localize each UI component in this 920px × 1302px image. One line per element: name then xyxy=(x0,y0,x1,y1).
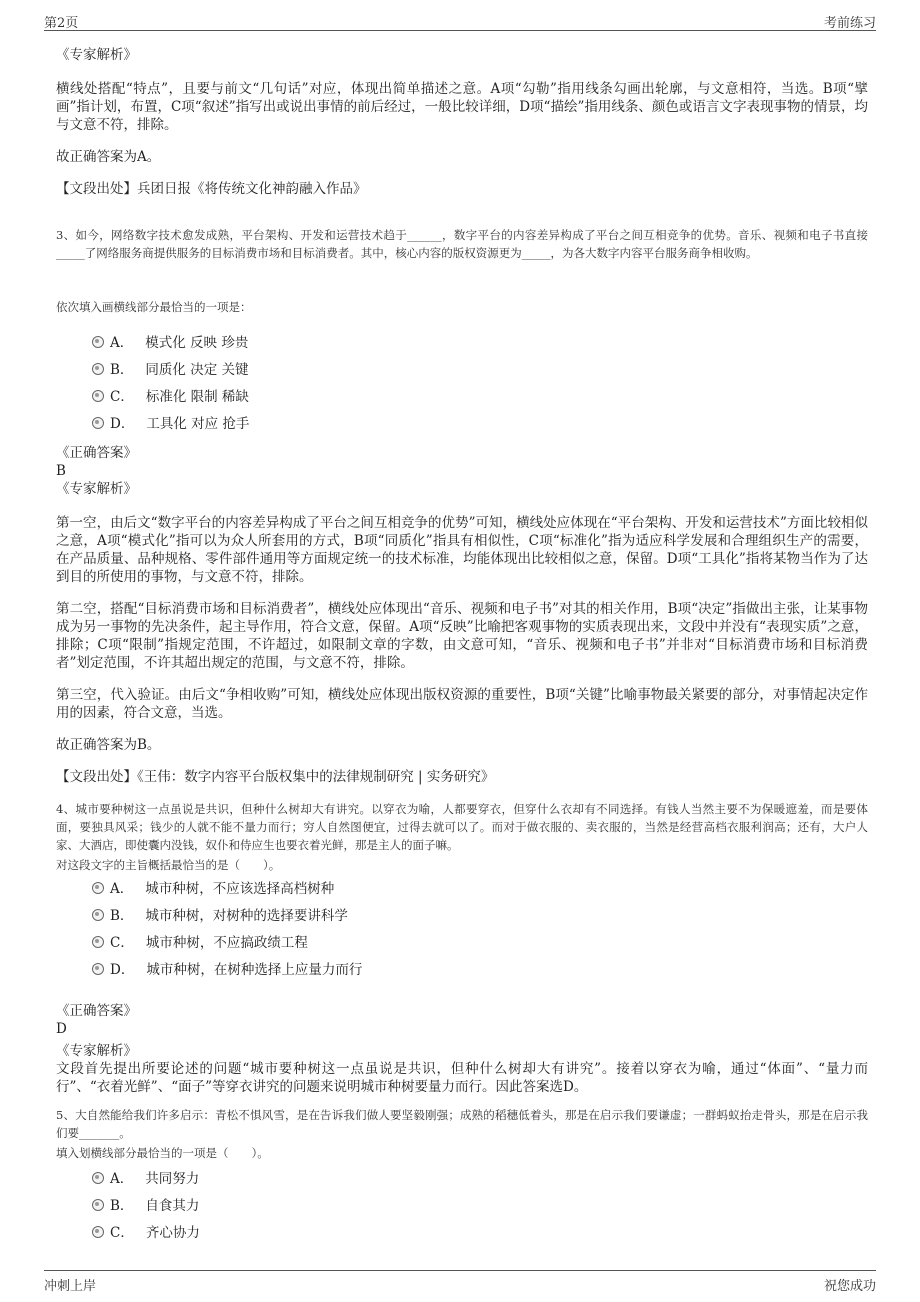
q3-analysis-label: 《专家解析》 xyxy=(56,481,137,497)
q4-analysis-label: 《专家解析》 xyxy=(56,1043,137,1059)
page-footer xyxy=(44,1270,876,1293)
q2-conclusion: 故正确答案为A。 xyxy=(56,149,161,165)
q3-prompt: 依次填入画横线部分最恰当的一项是： xyxy=(56,300,252,314)
q4-option-b[interactable]: B． 城市种树，对树种的选择要讲科学 xyxy=(92,907,348,925)
q4-option-d[interactable]: D． 城市种树，在树种选择上应量力而行 xyxy=(92,961,362,979)
radio-button-icon[interactable] xyxy=(92,1226,104,1238)
radio-button-icon[interactable] xyxy=(92,1172,104,1184)
radio-button-icon[interactable] xyxy=(92,363,104,375)
q2-source: 【文段出处】兵团日报《将传统文化神韵融入作品》 xyxy=(56,181,367,197)
page-number: 第2页 xyxy=(44,16,79,31)
q3-option-d[interactable]: D． 工具化 对应 抢手 xyxy=(92,415,249,433)
q3-option-c[interactable]: C． 标准化 限制 稀缺 xyxy=(92,388,249,406)
q5-option-b[interactable]: B． 自食其力 xyxy=(92,1197,199,1215)
q5-option-c[interactable]: C． 齐心协力 xyxy=(92,1224,200,1242)
q5-stem: 5、大自然能给我们许多启示：青松不惧风雪，是在告诉我们做人要坚毅刚强；成熟的稻穗低着头，那是在启示我们要谦虚；一群蚂蚁抬走骨头，那是在启示我们要_______。 xyxy=(56,1108,868,1140)
q3-answer-label: 《正确答案》 xyxy=(56,445,137,461)
q2-analysis-label: 《专家解析》 xyxy=(56,47,137,63)
radio-button-icon[interactable] xyxy=(92,336,104,348)
q5-option-a[interactable]: A． 共同努力 xyxy=(92,1170,199,1188)
q3-analysis-para2: 第二空，搭配“目标消费市场和目标消费者”，横线处应体现出“音乐、视频和电子书”对其的相关作用，B项“决定”指做出主张，让某事物成为另一事物的先决条件，起主导作用，符合文意，保留。A项“反映”比喻把客观事物的实质表现出来，文段中并没有“表现实质”之意，排除；C项“限制”指规定范围，不许超过，如限制文章的字数，由文意可知，“音乐、视频和电子书”并非对“目标消费市场和目标消费者”划定范围，不许其超出规定的范围，与文意不符，排除。 xyxy=(56,601,868,671)
radio-button-icon[interactable] xyxy=(92,882,104,894)
q3-source: 【文段出处】《王伟：数字内容平台版权集中的法律规制研究 | 实务研究》 xyxy=(56,769,495,785)
q4-analysis-text: 文段首先提出所要论述的问题“城市要种树这一点虽说是共识，但种什么树却大有讲究”。接着以穿衣为喻，通过“体面”、“量力而行”、“衣着光鲜”、“面子”等穿衣讲究的问题来说明城市种树要量力而行。因此答案选D。 xyxy=(56,1061,868,1095)
radio-button-icon[interactable] xyxy=(92,963,104,975)
radio-button-icon[interactable] xyxy=(92,909,104,921)
q3-answer: B xyxy=(56,463,66,479)
radio-button-icon[interactable] xyxy=(92,417,104,429)
page-header xyxy=(44,10,876,31)
q3-option-b[interactable]: B． 同质化 决定 关键 xyxy=(92,361,249,379)
q4-prompt: 对这段文字的主旨概括最恰当的是（ ）。 xyxy=(56,858,281,872)
q4-answer-label: 《正确答案》 xyxy=(56,1003,137,1019)
q3-analysis-para3: 第三空，代入验证。由后文“争相收购”可知，横线处应体现出版权资源的重要性，B项“关键”比喻事物最关紧要的部分，对事情起决定作用的因素，符合文意，当选。 xyxy=(56,687,868,721)
q3-stem: 3、如今，网络数字技术愈发成熟，平台架构、开发和运营技术趋于______，数字平台的内容差异构成了平台之间互相竞争的优势。音乐、视频和电子书直接_____了网络服务商提供服务的目标消费市场和目标消费者。其中，核心内容的版权资源更为_____，为各大数字内容平台服务商争相收购。 xyxy=(56,228,868,260)
q3-conclusion: 故正确答案为B。 xyxy=(56,737,161,753)
q4-option-a[interactable]: A． 城市种树，不应该选择高档树种 xyxy=(92,880,334,898)
q3-analysis-para1: 第一空，由后文“数字平台的内容差异构成了平台之间互相竞争的优势”可知，横线处应体现在“平台架构、开发和运营技术”方面比较相似之意，A项“模式化”指可以为众人所套用的方式，B项“同质化”指具有相似性，C项“标准化”指为适应科学发展和合理组织生产的需要，在产品质量、品种规格、零件部件通用等方面规定统一的技术标准，均能体现出比较相似之意，保留。D项“工具化”指将某物当作为了达到目的所使用的事物，与文意不符，排除。 xyxy=(56,515,868,585)
q4-option-c[interactable]: C． 城市种树，不应搞政绩工程 xyxy=(92,934,308,952)
q2-analysis-text: 横线处搭配“特点”，且要与前文“几句话”对应，体现出简单描述之意。A项“勾勒”指用线条勾画出轮廓，与文意相符，当选。B项“擘画”指计划，布置，C项“叙述”指写出或说出事情的前后经过，一般比较详细，D项“描绘”指用线条、颜色或语言文字表现事物的情景，均与文意不符，排除。 xyxy=(56,81,868,133)
radio-button-icon[interactable] xyxy=(92,1199,104,1211)
header-title: 考前练习 xyxy=(823,16,876,31)
radio-button-icon[interactable] xyxy=(92,936,104,948)
q3-option-a[interactable]: A． 模式化 反映 珍贵 xyxy=(92,334,248,352)
q5-prompt: 填入划横线部分最恰当的一项是（ ）。 xyxy=(56,1146,269,1160)
footer-right-text: 祝您成功 xyxy=(823,1279,876,1294)
footer-left-text: 冲刺上岸 xyxy=(44,1279,97,1294)
q4-answer: D xyxy=(56,1021,67,1037)
q4-stem: 4、城市要种树这一点虽说是共识，但种什么树却大有讲究。以穿衣为喻，人都要穿衣，但穿什么衣却有不同选择。有钱人当然主要不为保暖遮羞，而是要体面，要独具风采；钱少的人就不能不量力而行；穷人自然图便宜，过得去就可以了。而对于做衣服的、卖衣服的，当然是经营高档衣服利润高；还有，大户人家、大酒店，即使囊内没钱，奴仆和侍应生也要衣着光鲜，那是主人的面子嘛。 xyxy=(56,802,868,852)
radio-button-icon[interactable] xyxy=(92,390,104,402)
